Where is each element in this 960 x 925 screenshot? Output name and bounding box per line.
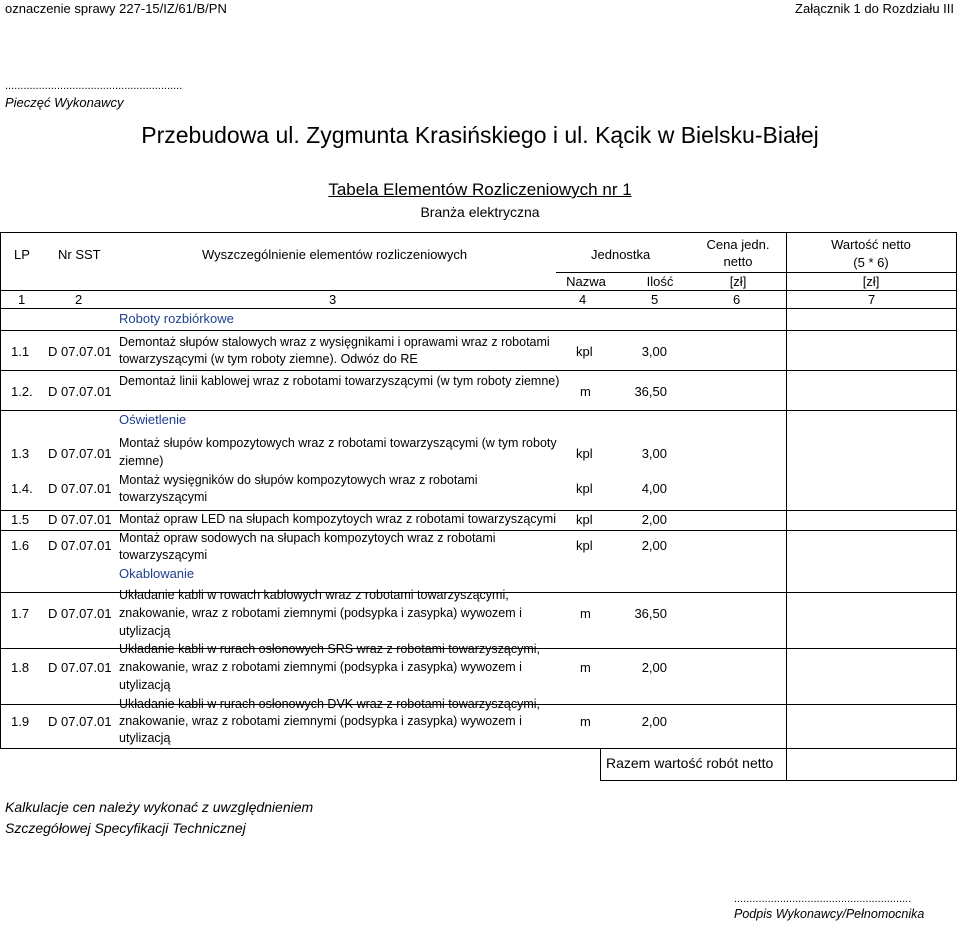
row-lp: 1.2. <box>11 384 33 399</box>
row-desc-cont: towarzyszącymi <box>119 490 208 504</box>
row-desc-cont: znakowanie, wraz z robotami ziemnymi (podsypka i zasypka) wywozem i <box>119 606 522 620</box>
row-sst: D 07.07.01 <box>48 344 112 359</box>
note-line-1: Kalkulacje cen należy wykonać z uwzględnieniem <box>5 799 314 815</box>
row-unit: m <box>580 384 591 399</box>
col-lp-header: LP <box>14 247 30 262</box>
total-label: Razem wartość robót netto <box>606 755 774 771</box>
row-unit: kpl <box>576 481 593 496</box>
note-line-2: Szczegółowej Specyfikacji Technicznej <box>5 820 246 836</box>
row-desc: Montaż opraw sodowych na słupach kompozytoych wraz z robotami <box>119 531 496 545</box>
row-lp: 1.1 <box>11 344 30 359</box>
calculation-note <box>5 797 313 839</box>
row-desc-cont: towarzyszącymi <box>119 548 208 562</box>
row-desc-cont: ziemne) <box>119 454 164 468</box>
row-qty: 4,00 <box>641 481 667 496</box>
row-sst: D 07.07.01 <box>48 512 112 527</box>
row-desc-cont: znakowanie, wraz z robotami ziemnymi (podsypka i zasypka) wywozem i <box>119 660 522 674</box>
col-number-1: 1 <box>18 292 26 307</box>
col-value-currency: [zł] <box>862 274 880 289</box>
row-qty: 2,00 <box>641 538 667 553</box>
col-value-header-1: Wartość netto <box>831 237 911 252</box>
signature-label: Podpis Wykonawcy/Pełnomocnika <box>734 907 925 921</box>
row-unit: kpl <box>576 512 593 527</box>
row-sst: D 07.07.01 <box>48 384 112 399</box>
row-sst: D 07.07.01 <box>48 446 112 461</box>
total-value-cell[interactable] <box>787 749 956 779</box>
row-unit: kpl <box>576 538 593 553</box>
row-qty: 2,00 <box>641 714 667 729</box>
col-number-6: 6 <box>733 292 741 307</box>
row-desc: Układanie kabli w rowach kablowych wraz z robotami towarzyszącymi, <box>119 588 509 602</box>
row-desc: Układanie kabli w rurach osłonowych DVK wraz z robotami towarzyszącymi, <box>119 697 540 711</box>
signature-dots: .......................................................... <box>734 893 912 905</box>
row-unit: m <box>580 714 591 729</box>
row-lp: 1.7 <box>11 606 30 621</box>
col-number-5: 5 <box>651 292 659 307</box>
row-lp: 1.5 <box>11 512 30 527</box>
row-desc: Montaż opraw LED na słupach kompozytoych wraz z robotami towarzyszącymi <box>119 512 556 526</box>
row-qty: 2,00 <box>641 660 667 675</box>
row-lp: 1.8 <box>11 660 30 675</box>
row-desc: Montaż słupów kompozytowych wraz z robotami towarzyszącymi (w tym roboty <box>119 436 557 450</box>
row-qty: 3,00 <box>641 344 667 359</box>
row-lp: 1.6 <box>11 538 30 553</box>
row-desc-cont: utylizacją <box>119 624 171 638</box>
case-mark: oznaczenie sprawy 227-15/IZ/61/B/PN <box>5 1 227 16</box>
row-sst: D 07.07.01 <box>48 606 112 621</box>
row-desc: Układanie kabli w rurach osłonowych SRS wraz z robotami towarzyszącymi, <box>119 642 540 656</box>
row-unit: m <box>580 660 591 675</box>
table-title: Tabela Elementów Rozliczeniowych nr 1 <box>328 180 632 199</box>
col-number-3: 3 <box>329 292 337 307</box>
section-lighting: Oświetlenie <box>119 412 187 427</box>
row-desc: Demontaż linii kablowej wraz z robotami towarzyszącymi (w tym roboty ziemne) <box>119 374 560 388</box>
row-desc-cont: utylizacją <box>119 731 171 745</box>
row-lp: 1.4. <box>11 481 33 496</box>
row-qty: 36,50 <box>634 606 667 621</box>
col-price-header-1: Cena jedn. <box>706 237 770 252</box>
col-number-4: 4 <box>579 292 587 307</box>
row-unit: m <box>580 606 591 621</box>
section-cabling: Okablowanie <box>119 566 195 581</box>
stamp-label: Pieczęć Wykonawcy <box>5 95 124 110</box>
col-unit-name-header: Nazwa <box>566 274 606 289</box>
elements-table <box>0 232 960 792</box>
col-price-currency: [zł] <box>729 274 747 289</box>
col-number-7: 7 <box>868 292 876 307</box>
col-value-header-2: (5 * 6) <box>853 255 889 270</box>
row-qty: 36,50 <box>634 384 667 399</box>
row-desc-cont: utylizacją <box>119 678 171 692</box>
document-title: Przebudowa ul. Zygmunta Krasińskiego i ul. Kącik w Bielsku-Białej <box>141 122 819 148</box>
col-price-header-2: netto <box>723 254 753 269</box>
row-sst: D 07.07.01 <box>48 481 112 496</box>
row-qty: 2,00 <box>641 512 667 527</box>
col-number-2: 2 <box>75 292 83 307</box>
row-unit: kpl <box>576 446 593 461</box>
row-unit: kpl <box>576 344 593 359</box>
stamp-dots: .......................................................... <box>5 80 183 92</box>
branch-title: Branża elektryczna <box>420 204 540 220</box>
row-sst: D 07.07.01 <box>48 660 112 675</box>
row-desc-cont: towarzyszącymi (w tym roboty ziemne). Odwóz do RE <box>119 352 418 366</box>
row-desc-cont: znakowanie, wraz z robotami ziemnymi (podsypka i zasypka) wywozem i <box>119 714 522 728</box>
row-sst: D 07.07.01 <box>48 538 112 553</box>
col-unit-header: Jednostka <box>591 247 651 262</box>
row-lp: 1.3 <box>11 446 30 461</box>
row-desc: Demontaż słupów stalowych wraz z wysięgnikami i oprawami wraz z robotami <box>119 335 550 349</box>
col-desc-header: Wyszczególnienie elementów rozliczeniowych <box>202 247 468 262</box>
col-sst-header: Nr SST <box>58 247 101 262</box>
col-unit-qty-header: Ilość <box>646 274 674 289</box>
attachment-label: Załącznik 1 do Rozdziału III <box>795 1 954 16</box>
row-sst: D 07.07.01 <box>48 714 112 729</box>
row-lp: 1.9 <box>11 714 30 729</box>
row-desc: Montaż wysięgników do słupów kompozytowych wraz z robotami <box>119 473 478 487</box>
section-demolition: Roboty rozbiórkowe <box>119 311 234 326</box>
row-qty: 3,00 <box>641 446 667 461</box>
